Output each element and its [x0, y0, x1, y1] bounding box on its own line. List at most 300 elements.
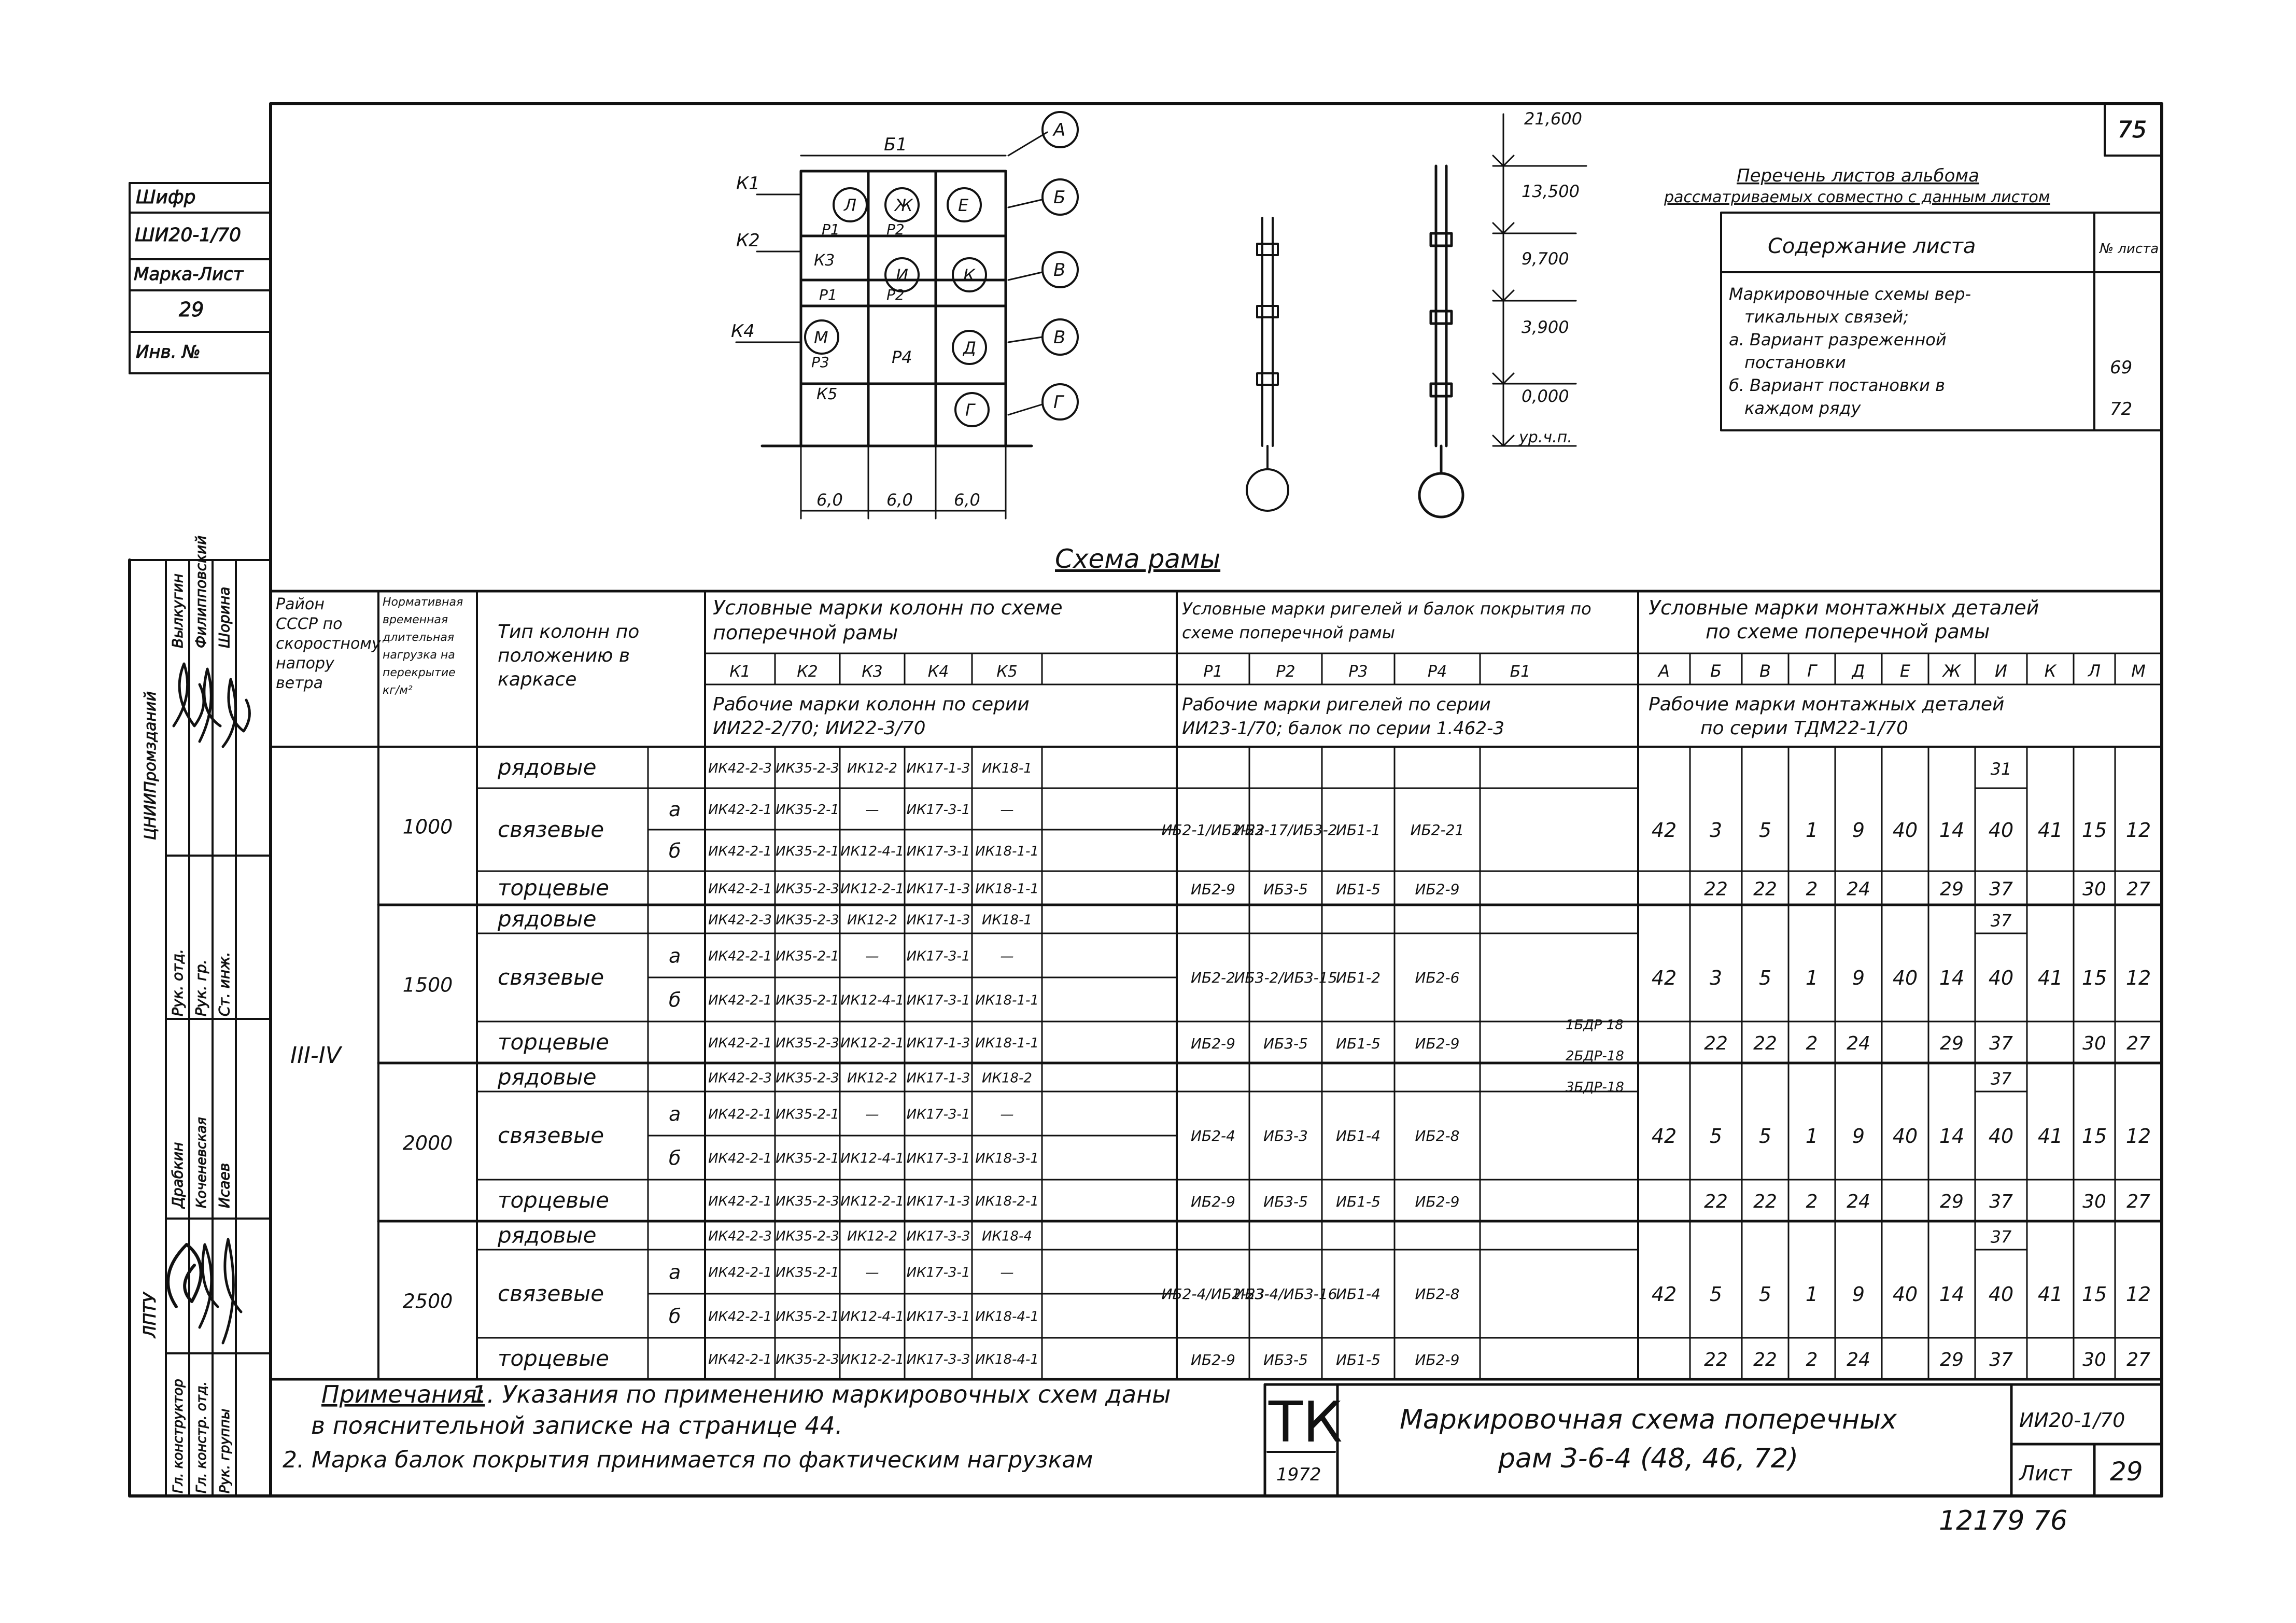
detail-cell: 22: [1753, 878, 1777, 900]
header-beam-group: Условные марки ригелей и балок покрытия по: [1182, 599, 1591, 619]
sheets-list-title-1: Перечень листов альбома: [1737, 165, 1979, 186]
row-type-braced: связевые: [498, 817, 604, 842]
sheets-list-line-0: Маркировочные схемы вер-: [1729, 284, 1971, 304]
header-detail-work: Рабочие марки монтажных деталей: [1649, 694, 2005, 715]
elev-floor: ур.ч.п.: [1519, 428, 1572, 446]
detail-cell: 30: [2082, 1191, 2106, 1212]
header-column-mark: К2: [797, 663, 818, 681]
beam-end-cell: ИБ1-5: [1336, 1351, 1381, 1368]
elevation-labels: [1518, 109, 1582, 446]
column-cell: ИК18-1-1: [975, 881, 1039, 897]
detail-cell: 22: [1704, 1033, 1728, 1054]
detail-cell: 1: [1805, 819, 1819, 842]
braced-variant-a: а: [669, 798, 681, 821]
detail-cell: 37: [1989, 1191, 2013, 1212]
org2-person-0: Драбкин: [169, 1142, 186, 1208]
row-type-end: торцевые: [498, 1346, 610, 1371]
signature-6: [223, 1239, 241, 1343]
column-cell: ИК17-3-1: [906, 1107, 970, 1123]
column-cell: ИК42-2-1: [708, 802, 772, 818]
column-mark-K4: К4: [731, 321, 755, 342]
header-beam-mark: Р3: [1348, 663, 1368, 681]
column-cell: —: [1000, 948, 1014, 964]
load-value: 2000: [402, 1131, 453, 1155]
column-cell: ИК42-2-1: [708, 1036, 772, 1051]
column-cell: ИК17-1-3: [906, 912, 970, 928]
beam-cell: ИБ2-2: [1191, 969, 1235, 986]
header-region-line: Район: [276, 595, 325, 613]
cell-label-M: М: [814, 328, 828, 347]
header-type-line: Тип колонн по: [498, 621, 640, 642]
detail-cell: 37: [1989, 1033, 2013, 1054]
column-cell: ИК18-1: [982, 912, 1032, 928]
detail-cell: 22: [1753, 1191, 1777, 1212]
notes-line-3: 2. Марка балок покрытия принимается по фактическим нагрузкам: [283, 1447, 1093, 1473]
row-type-braced: связевые: [498, 1123, 604, 1148]
sheets-list-line-4: б. Вариант постановки в: [1729, 375, 1945, 395]
org2-role-1: Гл. констр. отд.: [194, 1381, 209, 1493]
stamp-inv-label: Инв. №: [136, 342, 201, 362]
elev-3900: 3,900: [1522, 317, 1569, 337]
column-cell: ИК17-3-1: [906, 1151, 970, 1167]
header-region-line: напору: [276, 654, 334, 673]
beam-end-cell: ИБ3-5: [1263, 880, 1308, 898]
cell-label-I: И: [896, 265, 908, 285]
detail-cell: 37: [1990, 1069, 2012, 1089]
column-cell: —: [865, 948, 879, 964]
org2-role-2: Рук. группы: [217, 1408, 233, 1493]
inventory-number: 12179 76: [1939, 1505, 2068, 1536]
axis-label-B: Б: [1053, 187, 1066, 208]
detail-cell: 42: [1651, 967, 1677, 989]
detail-cell: 5: [1758, 819, 1772, 842]
column-mark-K5: К5: [816, 385, 838, 403]
detail-cell: 2: [1806, 878, 1818, 900]
detail-cell: 40: [1988, 1283, 2014, 1306]
dim-label-2: 6,0: [886, 490, 913, 510]
detail-cell: 29: [1940, 1349, 1964, 1370]
notes: [283, 1380, 1171, 1473]
header-detail-mark: Б: [1710, 661, 1722, 681]
header-column-mark: К1: [729, 663, 751, 681]
column-cell: ИК18-3-1: [975, 1151, 1039, 1167]
column-cell: ИК12-4-1: [840, 992, 904, 1009]
detail-cell: 22: [1704, 1191, 1728, 1212]
header-column-work: Рабочие марки колонн по серии: [713, 694, 1030, 715]
beam-cell: ИБ3-3: [1263, 1127, 1308, 1144]
frame-plan-diagram: [736, 132, 1047, 519]
org-person-0: Вылкугин: [169, 573, 186, 648]
column-cell: —: [1000, 802, 1014, 818]
page-number: 75: [2118, 117, 2147, 143]
column-cell: ИК18-1-1: [975, 992, 1039, 1009]
detail-cell: 15: [2081, 1125, 2107, 1148]
header-detail-mark: Л: [2088, 661, 2101, 681]
detail-cell: 1: [1805, 1125, 1819, 1148]
row-type-end: торцевые: [498, 875, 610, 901]
detail-cell: 1: [1805, 967, 1819, 989]
detail-cell: 3: [1709, 819, 1723, 842]
tk-logo: ТК: [1269, 1390, 1343, 1455]
beam-cell: ИБ2-4: [1191, 1127, 1235, 1144]
org-person-2: Шорина: [216, 586, 233, 648]
stamp-mark-label: Марка-Лист: [134, 264, 244, 285]
column-cell: ИК18-4-1: [975, 1352, 1039, 1367]
beam-end-cell: ИБ2-9: [1191, 1351, 1235, 1368]
beam-b1-mark: 2БДР-18: [1566, 1048, 1624, 1064]
detail-cell: 24: [1847, 1349, 1870, 1370]
beam-cell: ИБ1-4: [1336, 1127, 1381, 1144]
detail-cell: 5: [1758, 1125, 1772, 1148]
org-role-2: Ст. инж.: [216, 952, 233, 1016]
column-cell: ИК42-2-3: [708, 1070, 772, 1086]
column-cell: ИК42-2-1: [708, 1265, 772, 1281]
column-cell: ИК12-2: [847, 761, 897, 776]
sheets-list-line-3: постановки: [1744, 353, 1846, 372]
column-cell: ИК12-2: [847, 1070, 897, 1086]
signature-5: [200, 1244, 218, 1327]
beam-cell: ИБ1-2: [1336, 969, 1381, 986]
row-type-braced: связевые: [498, 964, 604, 990]
column-cell: ИК17-3-3: [906, 1352, 970, 1367]
column-cell: ИК17-1-3: [906, 881, 970, 897]
detail-cell: 12: [2125, 1283, 2151, 1306]
braced-variant-a: а: [669, 944, 681, 968]
detail-cell: 40: [1892, 1125, 1918, 1148]
detail-cell: 40: [1892, 819, 1918, 842]
beam-end-cell: ИБ2-9: [1191, 1193, 1235, 1210]
header-beam-work: ИИ23-1/70; балок по серии 1.462-3: [1182, 718, 1504, 739]
header-detail-mark: Е: [1899, 661, 1911, 681]
column-cell: ИК35-2-3: [776, 1070, 839, 1086]
braced-variant-a: а: [669, 1102, 681, 1126]
detail-cell: 27: [2126, 1191, 2150, 1212]
detail-cell: 41: [2037, 819, 2063, 842]
notes-line-1: 1. Указания по применению маркировочных схем даны: [472, 1380, 1171, 1408]
header-column-mark: К3: [862, 663, 883, 681]
diagram-caption: Схема рамы: [1055, 544, 1221, 574]
sheets-list: [1664, 165, 2162, 430]
beam-b1-mark: 1БДР 18: [1566, 1017, 1624, 1033]
detail-cell: 9: [1852, 819, 1865, 842]
load-value: 1000: [402, 815, 453, 838]
column-elevation-large: [1419, 114, 1586, 517]
sheets-list-line-2: а. Вариант разреженной: [1729, 330, 1947, 349]
sheets-list-number-1: 72: [2110, 399, 2133, 419]
page-number-box: [2105, 104, 2162, 156]
beam-end-cell: ИБ2-9: [1415, 1035, 1460, 1052]
dim-label-3: 6,0: [954, 490, 980, 510]
detail-cell: 24: [1847, 1191, 1870, 1212]
column-cell: —: [1000, 1265, 1014, 1281]
column-cell: ИК17-1-3: [906, 1194, 970, 1209]
detail-cell: 37: [1990, 911, 2012, 931]
header-load-line: кг/м²: [383, 684, 413, 697]
row-type-ordinary: рядовые: [498, 754, 597, 780]
column-cell: ИК17-3-1: [906, 992, 970, 1009]
header-load-line: нагрузка на: [383, 649, 455, 662]
detail-cell: 37: [1989, 878, 2013, 900]
detail-cell: 24: [1847, 878, 1870, 900]
detail-cell: 2: [1806, 1349, 1818, 1370]
column-cell: ИК18-2-1: [975, 1194, 1039, 1209]
column-cell: —: [865, 1107, 879, 1123]
org2-name: ЛПТУ: [140, 1292, 160, 1338]
elev-0000: 0,000: [1522, 386, 1569, 406]
header-region-line: ветра: [276, 674, 323, 692]
column-cell: ИК42-2-1: [708, 881, 772, 897]
main-table: [276, 595, 2151, 1371]
header-detail-group: Условные марки монтажных деталей: [1649, 596, 2039, 619]
column-cell: ИК35-2-1: [776, 844, 839, 859]
org-name: ЦНИИПромзданий: [142, 691, 160, 840]
title-block: [1265, 1384, 2162, 1496]
load-value: 2500: [402, 1290, 453, 1313]
header-region-line: скоростному: [276, 635, 381, 653]
left-stamp: [130, 183, 271, 1496]
column-cell: —: [865, 802, 879, 818]
row-type-ordinary: рядовые: [498, 1222, 597, 1248]
detail-cell: 5: [1709, 1125, 1723, 1148]
tk-year: 1972: [1276, 1464, 1321, 1485]
cell-label-D: Д: [963, 338, 976, 358]
column-cell: ИК42-2-3: [708, 912, 772, 928]
detail-cell: 41: [2037, 1125, 2063, 1148]
column-cell: ИК17-3-1: [906, 1309, 970, 1325]
beam-cell: ИБ1-1: [1336, 821, 1381, 838]
header-load-line: перекрытие: [383, 666, 456, 679]
load-value: 1500: [402, 973, 453, 997]
header-beam-mark: Р1: [1203, 663, 1223, 681]
column-cell: ИК42-2-1: [708, 992, 772, 1009]
header-detail-mark: Ж: [1942, 661, 1961, 681]
signature-4: [168, 1244, 201, 1307]
elev-21600: 21,600: [1524, 109, 1582, 129]
detail-cell: 5: [1709, 1283, 1723, 1306]
detail-cell: 15: [2081, 819, 2107, 842]
braced-variant-a: а: [669, 1261, 681, 1284]
beam-cell: ИБ3-4/ИБ3-16: [1234, 1285, 1337, 1303]
title-sheet-number: 29: [2110, 1457, 2143, 1487]
column-cell: ИК42-2-1: [708, 1194, 772, 1209]
column-cell: ИК18-1: [982, 761, 1032, 776]
column-cell: ИК35-2-3: [776, 1194, 839, 1209]
beam-mark-P2: Р2: [886, 221, 905, 238]
header-detail-work: по серии ТДМ22-1/70: [1700, 718, 1908, 739]
column-cell: ИК35-2-1: [776, 992, 839, 1009]
column-cell: ИК12-2-1: [840, 1036, 904, 1051]
column-cell: ИК17-3-1: [906, 844, 970, 859]
column-cell: ИК12-4-1: [840, 1309, 904, 1325]
detail-cell: 14: [1939, 967, 1965, 989]
org-role-0: Рук. отд.: [169, 949, 186, 1016]
beam-end-cell: ИБ3-5: [1263, 1035, 1308, 1052]
column-cell: ИК12-2: [847, 1228, 897, 1244]
detail-cell: 12: [2125, 1125, 2151, 1148]
detail-cell: 27: [2126, 1349, 2150, 1370]
column-cell: ИК12-2-1: [840, 1352, 904, 1367]
beam-end-cell: ИБ2-9: [1415, 1193, 1460, 1210]
header-load-line: Нормативная: [383, 596, 463, 609]
detail-cell: 12: [2125, 967, 2151, 989]
axis-label-V2: В: [1053, 327, 1066, 348]
beam-mark-P2b: Р2: [886, 286, 905, 303]
plan-labels: [731, 120, 1065, 510]
column-cell: ИК35-2-3: [776, 761, 839, 776]
detail-cell: 30: [2082, 1349, 2106, 1370]
column-cell: ИК35-2-3: [776, 912, 839, 928]
column-cell: ИК12-2-1: [840, 881, 904, 897]
column-cell: ИК42-2-1: [708, 1151, 772, 1167]
header-detail-mark: Д: [1852, 661, 1865, 681]
stamp-cipher-value: ШИ20-1/70: [135, 225, 242, 246]
column-cell: ИК17-3-1: [906, 1265, 970, 1281]
beam-end-cell: ИБ1-5: [1336, 1193, 1381, 1210]
detail-cell: 14: [1939, 1283, 1965, 1306]
detail-cell: 22: [1704, 878, 1728, 900]
beam-mark-P4: Р4: [892, 347, 912, 367]
detail-cell: 22: [1753, 1033, 1777, 1054]
detail-cell: 29: [1940, 1033, 1964, 1054]
column-cell: ИК17-3-1: [906, 802, 970, 818]
detail-cell: 22: [1753, 1349, 1777, 1370]
header-beam-mark: Р2: [1276, 663, 1295, 681]
detail-cell: 41: [2037, 967, 2063, 989]
beam-cell: ИБ2-8: [1415, 1127, 1460, 1144]
org-person-1: Филипповский: [192, 535, 209, 648]
notes-heading: Примечания:: [321, 1380, 485, 1408]
beam-mark-P1: Р1: [822, 221, 840, 238]
header-column-mark: К4: [927, 663, 949, 681]
detail-cell: 22: [1704, 1349, 1728, 1370]
header-detail-mark: М: [2131, 661, 2146, 681]
column-cell: ИК17-1-3: [906, 761, 970, 776]
column-cell: —: [1000, 1107, 1014, 1123]
axis-label-V1: В: [1053, 260, 1066, 281]
column-cell: ИК18-2: [982, 1070, 1032, 1086]
beam-end-cell: ИБ3-5: [1263, 1351, 1308, 1368]
header-beam-work: Рабочие марки ригелей по серии: [1182, 694, 1491, 715]
column-cell: ИК12-2-1: [840, 1194, 904, 1209]
header-beam-mark: Р4: [1427, 663, 1447, 681]
row-type-end: торцевые: [498, 1187, 610, 1213]
detail-cell: 9: [1852, 1125, 1865, 1148]
row-type-braced: связевые: [498, 1281, 604, 1306]
cell-label-K: К: [963, 265, 975, 285]
column-cell: ИК17-3-3: [906, 1228, 970, 1244]
cell-label-L: Л: [844, 195, 857, 215]
beam-end-cell: ИБ2-9: [1191, 880, 1235, 898]
beam-cell: ИБ2-6: [1415, 969, 1460, 986]
beam-end-cell: ИБ1-5: [1336, 1035, 1381, 1052]
elev-9700: 9,700: [1522, 249, 1569, 269]
column-cell: ИК35-2-1: [776, 802, 839, 818]
row-type-ordinary: рядовые: [498, 1064, 597, 1090]
header-column-mark: К5: [996, 663, 1018, 681]
detail-cell: 37: [1989, 1349, 2013, 1370]
detail-cell: 3: [1709, 967, 1723, 989]
header-column-group: Условные марки колонн по схеме: [713, 596, 1063, 619]
beam-cell: ИБ2-1/ИБ2-22: [1161, 821, 1265, 838]
header-detail-group: по схеме поперечной рамы: [1706, 620, 1990, 643]
header-load-line: временная: [383, 613, 448, 626]
beam-end-cell: ИБ2-9: [1415, 1351, 1460, 1368]
sheets-list-number-0: 69: [2110, 357, 2133, 378]
dim-label-1: 6,0: [816, 490, 843, 510]
braced-variant-b: б: [669, 840, 681, 862]
header-column-group: поперечной рамы: [713, 621, 898, 644]
detail-cell: 27: [2126, 878, 2150, 900]
column-cell: ИК17-1-3: [906, 1036, 970, 1051]
beam-cell: ИБ3-17/ИБ3-2: [1234, 821, 1337, 838]
elev-13500: 13,500: [1522, 181, 1580, 201]
header-load-line: длительная: [383, 631, 455, 644]
detail-cell: 27: [2126, 1033, 2150, 1054]
column-cell: ИК17-1-3: [906, 1070, 970, 1086]
beam-cell: ИБ3-2/ИБ3-15: [1234, 969, 1337, 986]
header-type-line: каркасе: [498, 669, 577, 690]
column-cell: ИК12-2: [847, 912, 897, 928]
column-cell: ИК18-1-1: [975, 1036, 1039, 1051]
header-beam-group: схеме поперечной рамы: [1182, 623, 1396, 642]
header-region-line: СССР по: [276, 615, 343, 633]
column-cell: ИК42-2-1: [708, 844, 772, 859]
detail-cell: 14: [1939, 819, 1965, 842]
braced-variant-b: б: [669, 988, 681, 1012]
beam-cell: ИБ2-21: [1410, 821, 1464, 838]
column-cell: ИК42-2-1: [708, 948, 772, 964]
column-cell: ИК42-2-1: [708, 1309, 772, 1325]
title-line-2: рам 3-6-4 (48, 46, 72): [1498, 1443, 1799, 1474]
detail-cell: 40: [1988, 967, 2014, 989]
title-code: ИИ20-1/70: [2019, 1409, 2125, 1432]
detail-cell: 41: [2037, 1283, 2063, 1306]
detail-cell: 42: [1651, 1125, 1677, 1148]
beam-mark-P3: Р3: [811, 354, 829, 371]
column-cell: ИК42-2-1: [708, 1107, 772, 1123]
column-cell: ИК12-4-1: [840, 844, 904, 859]
sheets-list-line-5: каждом ряду: [1744, 398, 1861, 418]
row-type-end: торцевые: [498, 1029, 610, 1055]
beam-cell: ИБ1-4: [1336, 1285, 1381, 1303]
header-detail-mark: В: [1759, 661, 1771, 681]
detail-cell: 9: [1852, 967, 1865, 989]
detail-cell: 37: [1990, 1227, 2012, 1247]
cell-label-E: Е: [958, 195, 969, 215]
header-type-line: положению в: [498, 645, 630, 666]
detail-cell: 42: [1651, 1283, 1677, 1306]
detail-cell: 40: [1988, 1125, 2014, 1148]
detail-cell: 5: [1758, 967, 1772, 989]
detail-cell: 29: [1940, 1191, 1964, 1212]
detail-cell: 30: [2082, 878, 2106, 900]
detail-cell: 14: [1939, 1125, 1965, 1148]
column-cell: ИК18-4-1: [975, 1309, 1039, 1325]
column-mark-K3: К3: [814, 251, 835, 270]
notes-line-2: в пояснительной записке на странице 44.: [311, 1411, 843, 1439]
column-cell: ИК35-2-1: [776, 1107, 839, 1123]
column-elevation-small: [1247, 218, 1288, 511]
span-label-B1: Б1: [884, 134, 907, 155]
column-cell: ИК17-3-1: [906, 948, 970, 964]
column-cell: ИК35-2-3: [776, 1228, 839, 1244]
org2-role-0: Гл. конструктор: [171, 1379, 186, 1493]
column-mark-K1: К1: [736, 173, 760, 194]
detail-cell: 40: [1892, 967, 1918, 989]
detail-cell: 12: [2125, 819, 2151, 842]
plan-cell-circles: [805, 112, 1078, 426]
detail-cell: 2: [1806, 1191, 1818, 1212]
